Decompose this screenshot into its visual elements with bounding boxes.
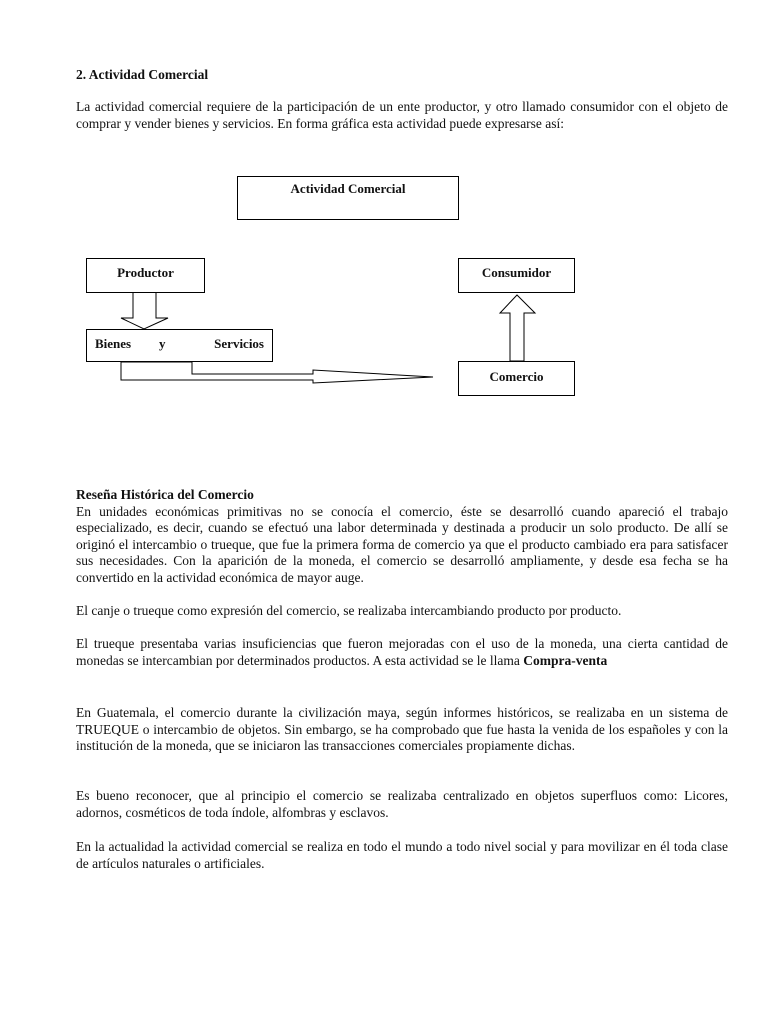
actividad-comercial-label: Actividad Comercial <box>290 181 406 196</box>
productor-label: Productor <box>117 265 174 280</box>
section-title: 2. Actividad Comercial <box>76 67 209 82</box>
bienes-servicios-box <box>86 329 273 362</box>
history-paragraph-6: En la actualidad la actividad comercial se realiza en todo el mundo a todo nivel social y para movilizar en él toda clase de artículos naturales o artificiales. <box>76 839 728 871</box>
history-title: Reseña Histórica del Comercio <box>76 487 254 502</box>
history-paragraph-1: En unidades económicas primitivas no se conocía el comercio, éste se desarrolló cuando apareció el trabajo especializado, es decir, cuando se efectuó una labor determinada y destinada a producir un solo producto. De allí se originó el intercambio o trueque, que fue la primera forma de comercio ya que el producto cambiado era para satisfacer sus necesidades. Con la aparición de la moneda, el comercio se desarrolló ampliamente, y desde esa fecha se ha convertido en la actividad económica de mayor auge. <box>76 503 728 585</box>
bienes-servicios-label <box>95 336 264 352</box>
history-paragraph-5: Es bueno reconocer, que al principio el comercio se realizaba centralizado en objetos superfluos como: Licores, adornos, cosméticos de toda índole, alfombras y esclavos. <box>76 788 728 820</box>
history-paragraph-2: El canje o trueque como expresión del comercio, se realizaba intercambiando producto por producto. <box>76 603 622 618</box>
history-paragraph-4: En Guatemala, el comercio durante la civilización maya, según informes históricos, se realizaba en un sistema de TRUEQUE o intercambio de objetos. Sin embargo, se ha comprobado que fue hasta la venida de los españoles y con la institución de la moneda, que se iniciaron las transacciones comerciales propiamente dichas. <box>76 705 728 754</box>
actividad-comercial-box <box>237 176 459 220</box>
up-arrow-icon <box>500 295 535 361</box>
down-arrow-icon <box>121 292 168 329</box>
comercio-box <box>458 361 575 396</box>
compra-venta-term: Compra-venta <box>523 652 608 668</box>
consumidor-box <box>458 258 575 293</box>
y-label: y <box>159 336 166 351</box>
servicios-label: Servicios <box>214 336 264 351</box>
history-section <box>76 487 728 587</box>
history-paragraph-3-text: El trueque presentaba varias insuficiencias que fueron mejoradas con el uso de la moneda, una cierta cantidad de monedas se intercambian por determinados productos. A esta actividad se le llama <box>76 636 728 668</box>
history-paragraph-3 <box>76 636 728 669</box>
bienes-label: Bienes <box>95 336 132 351</box>
intro-paragraph: La actividad comercial requiere de la participación de un ente productor, y otro llamado consumidor con el objeto de comprar y vender bienes y servicios. En forma gráfica esta actividad puede expresarse así: <box>76 99 728 131</box>
consumidor-label: Consumidor <box>481 265 552 280</box>
comercio-label: Comercio <box>489 369 544 384</box>
right-arrow-icon <box>121 362 433 383</box>
productor-box <box>86 258 205 293</box>
